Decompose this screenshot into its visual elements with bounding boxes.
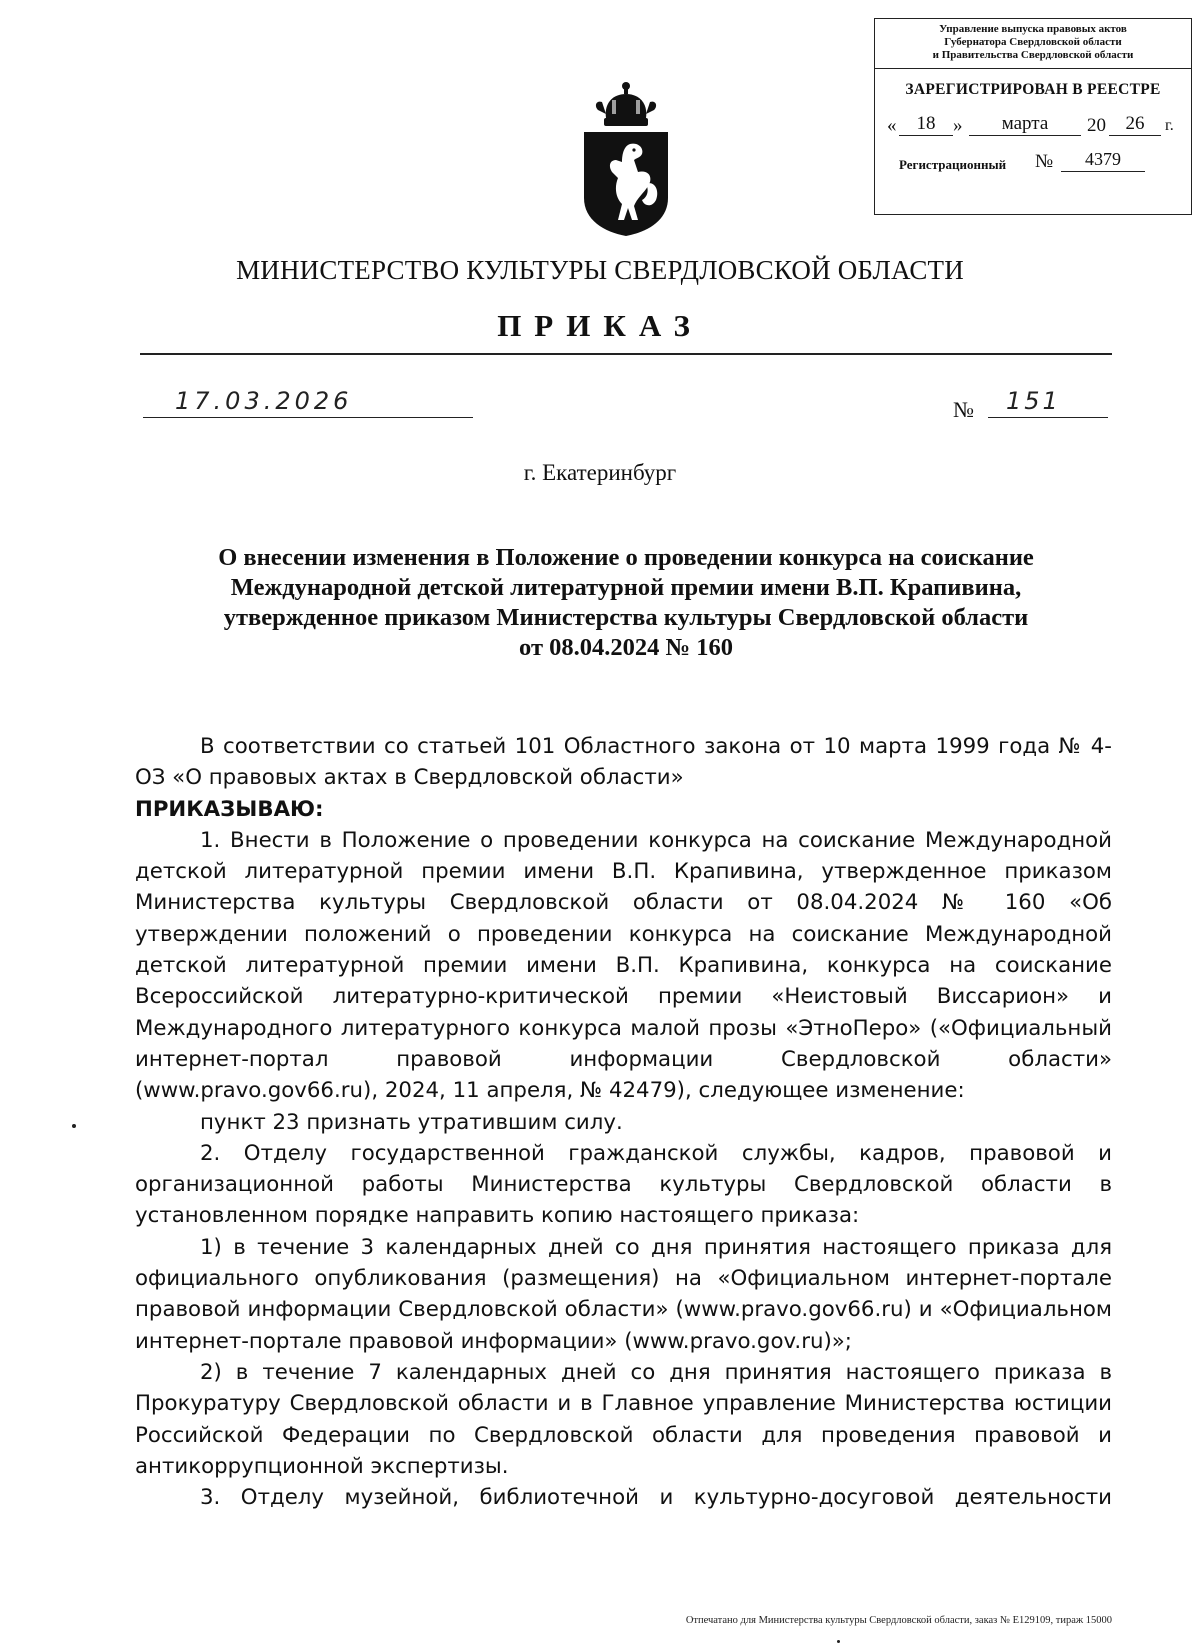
scan-speck bbox=[837, 1640, 840, 1643]
order-number-label: № bbox=[953, 397, 974, 422]
stamp-date-row bbox=[875, 113, 1191, 143]
paragraph-2-item-2: 2) в течение 7 календарных дней со дня принятия настоящего приказа в Прокуратуру Свердловской области и в Главное управление Министерства юстиции Российской Федерации по Свердловской области для проведения правовой и антикоррупционной экспертизы. bbox=[135, 1359, 1112, 1479]
paragraph-1-item: пункт 23 признать утратившим силу. bbox=[200, 1109, 623, 1135]
stamp-reg-number: 4379 bbox=[1061, 149, 1145, 172]
ministry-title: МИНИСТЕРСТВО КУЛЬТУРЫ СВЕРДЛОВСКОЙ ОБЛАСТИ bbox=[236, 255, 964, 285]
stamp-year-suffix: 26 bbox=[1109, 113, 1161, 136]
stamp-month: марта bbox=[969, 113, 1081, 136]
stamp-header-line: Управление выпуска правовых актов bbox=[939, 23, 1127, 35]
paragraph-2: 2. Отделу государственной гражданской службы, кадров, правовой и организационной работы Министерства культуры Свердловской области в установленном порядке направить копию настоящего приказа: bbox=[135, 1140, 1112, 1229]
title-line: Международной детской литературной премии имени В.П. Крапивина, bbox=[230, 574, 1022, 601]
print-footer: Отпечатано для Министерства культуры Свердловской области, заказ № Е129109, тираж 15000 bbox=[685, 1615, 1112, 1626]
handwritten-date: 17.03.2026 bbox=[175, 387, 353, 415]
stamp-open-quote: « bbox=[887, 115, 897, 136]
stamp-day: 18 bbox=[899, 113, 953, 136]
title-line: утвержденное приказом Министерства культуры Свердловской области bbox=[223, 604, 1029, 631]
stamp-header bbox=[875, 19, 1191, 69]
title-line: от 08.04.2024 № 160 bbox=[519, 634, 733, 661]
stamp-close-quote: » bbox=[953, 115, 963, 136]
document-title bbox=[140, 543, 1112, 663]
registry-stamp bbox=[874, 18, 1192, 215]
paragraph-2-item-1: 1) в течение 3 календарных дней со дня принятия настоящего приказа для официального опубликования (размещения) на «Официальном интернет-портале правовой информации Свердловской области» (www.pravo.gov66.ru) и «Официальном интернет-портале правовой информации» (www.pravo.gov.ru)»; bbox=[135, 1234, 1112, 1354]
stamp-number-sign: № bbox=[1035, 151, 1054, 172]
document-body bbox=[135, 731, 1112, 1513]
paragraph-1: 1. Внести в Положение о проведении конкурса на соискание Международной детской литературной премии имени В.П. Крапивина, утвержденное приказом Министерства культуры Свердловской области от 08.04.2024 № 160 «Об утверждении положений о проведении конкурса на соискание Международной детской литературной премии имени В.П. Крапивина, конкурса на соискание Всероссийской литературно-критической премии «Неистовый Виссарион» и Международного литературного конкурса малой прозы «ЭтноПеро» («Официальный интернет-портал правовой информации Свердловской области» (www.pravo.gov66.ru), 2024, 11 апреля, № 42479), следующее изменение: bbox=[135, 827, 1112, 1104]
stamp-reg-label: Регистрационный bbox=[899, 157, 1007, 172]
order-number-field bbox=[988, 387, 1108, 418]
document-type: ПРИКАЗ bbox=[497, 308, 703, 343]
city: г. Екатеринбург bbox=[523, 460, 677, 485]
preamble-paragraph: В соответствии со статьей 101 Областного закона от 10 марта 1999 года № 4-ОЗ «О правовых актах в Свердловской области» bbox=[135, 734, 1112, 791]
order-heading: ПРИКАЗЫВАЮ: bbox=[135, 796, 324, 822]
crown-icon bbox=[596, 82, 656, 126]
stamp-header-line: Губернатора Свердловской области bbox=[944, 36, 1122, 48]
paragraph-3: 3. Отделу музейной, библиотечной и культурно-досуговой деятельности bbox=[200, 1485, 1112, 1511]
stamp-year-unit: г. bbox=[1165, 117, 1174, 134]
stamp-header-line: и Правительства Свердловской области bbox=[932, 49, 1134, 61]
coat-of-arms bbox=[578, 80, 674, 238]
stamp-year-prefix: 20 bbox=[1087, 115, 1106, 136]
title-line: О внесении изменения в Положение о проведении конкурса на соискание bbox=[218, 544, 1034, 571]
handwritten-order-number: 151 bbox=[1006, 387, 1061, 415]
header-divider bbox=[140, 353, 1112, 355]
stamp-number-row bbox=[875, 149, 1191, 177]
date-field bbox=[143, 387, 473, 418]
stamp-registered-label: ЗАРЕГИСТРИРОВАН В РЕЕСТРЕ bbox=[905, 81, 1161, 98]
scan-speck bbox=[72, 1124, 76, 1128]
